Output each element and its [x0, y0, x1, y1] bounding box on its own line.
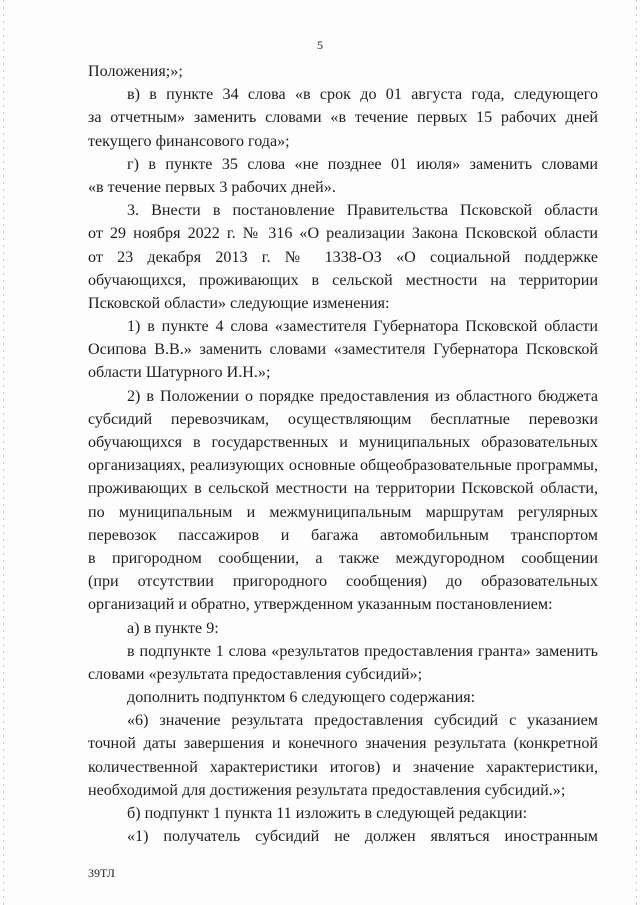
text-line: субсидий перевозчикам, осуществляющим бесплатные перевозки	[88, 410, 598, 428]
text-line: (при отсутствии пригородного сообщения) до образовательных	[88, 573, 598, 591]
text-line: организаций и обратно, утвержденном указанным постановлением:	[88, 596, 553, 614]
text-line: количественной характеристики итогов) и значение характеристики,	[88, 758, 598, 776]
text-line: г) в пункте 35 слова «не позднее 01 июля» заменить словами	[127, 155, 598, 173]
document-code: 39ТЛ	[88, 866, 115, 880]
text-line: от 29 ноября 2022 г. № 316 «О реализации Закона Псковской области	[88, 225, 598, 243]
text-line: «в течение первых 3 рабочих дней».	[88, 178, 336, 196]
text-line: дополнить подпунктом 6 следующего содержания:	[127, 689, 476, 707]
text-line: 1) в пункте 4 слова «заместителя Губернатора Псковской области	[127, 318, 598, 336]
text-line: «1) получатель субсидий не должен являться иностранным	[127, 828, 598, 846]
left-edge-mark	[3, 0, 4, 905]
text-line: обучающихся, проживающих в сельской местности на территории	[88, 271, 598, 289]
text-line: в) в пункте 34 слова «в срок до 01 августа года, следующего	[127, 86, 598, 104]
text-line: 2) в Положении о порядке предоставления из областного бюджета	[127, 387, 598, 405]
text-line: 3. Внести в постановление Правительства Псковской области	[127, 202, 598, 220]
text-line: а) в пункте 9:	[127, 619, 219, 637]
text-line: по муниципальным и межмуниципальным маршрутам регулярных	[88, 503, 598, 521]
text-line: Осипова В.В.» заменить словами «заместителя Губернатора Псковской	[88, 341, 598, 359]
text-line: «6) значение результата предоставления субсидий с указанием	[127, 712, 598, 730]
text-line: в пригородном сообщении, а также междугородном сообщении	[88, 549, 598, 567]
text-line: б) подпункт 1 пункта 11 изложить в следующей редакции:	[127, 805, 528, 822]
document-body	[88, 60, 598, 848]
text-line: в подпункте 1 слова «результатов предоставления гранта» заменить	[127, 642, 598, 660]
right-edge-mark	[636, 0, 637, 905]
text-line: за отчетным» заменить словами «в течение первых 15 рабочих дней	[88, 109, 598, 127]
text-line: от 23 декабря 2013 г. № 1338-ОЗ «О социальной поддержке	[88, 248, 598, 266]
text-line: обучающихся в государственных и муниципальных образовательных	[88, 434, 598, 451]
text-line: Положения;»;	[88, 63, 183, 80]
page-number: 5	[317, 38, 323, 52]
text-line: точной даты завершения и конечного значения результата (конкретной	[88, 735, 598, 753]
text-line: текущего финансового года»;	[88, 132, 290, 150]
text-line: словами «результата предоставления субсидий»;	[88, 665, 423, 683]
text-line: перевозок пассажиров и багажа автомобильным транспортом	[88, 526, 598, 544]
text-line: необходимой для достижения результата предоставления субсидий.»;	[88, 781, 566, 799]
text-line: организациях, реализующих основные общеобразовательные программы,	[88, 457, 598, 475]
text-line: Псковской области» следующие изменения:	[88, 294, 390, 312]
text-line: области Шатурного И.Н.»;	[88, 364, 271, 382]
text-line: проживающих в сельской местности на территории Псковской области,	[88, 480, 598, 498]
